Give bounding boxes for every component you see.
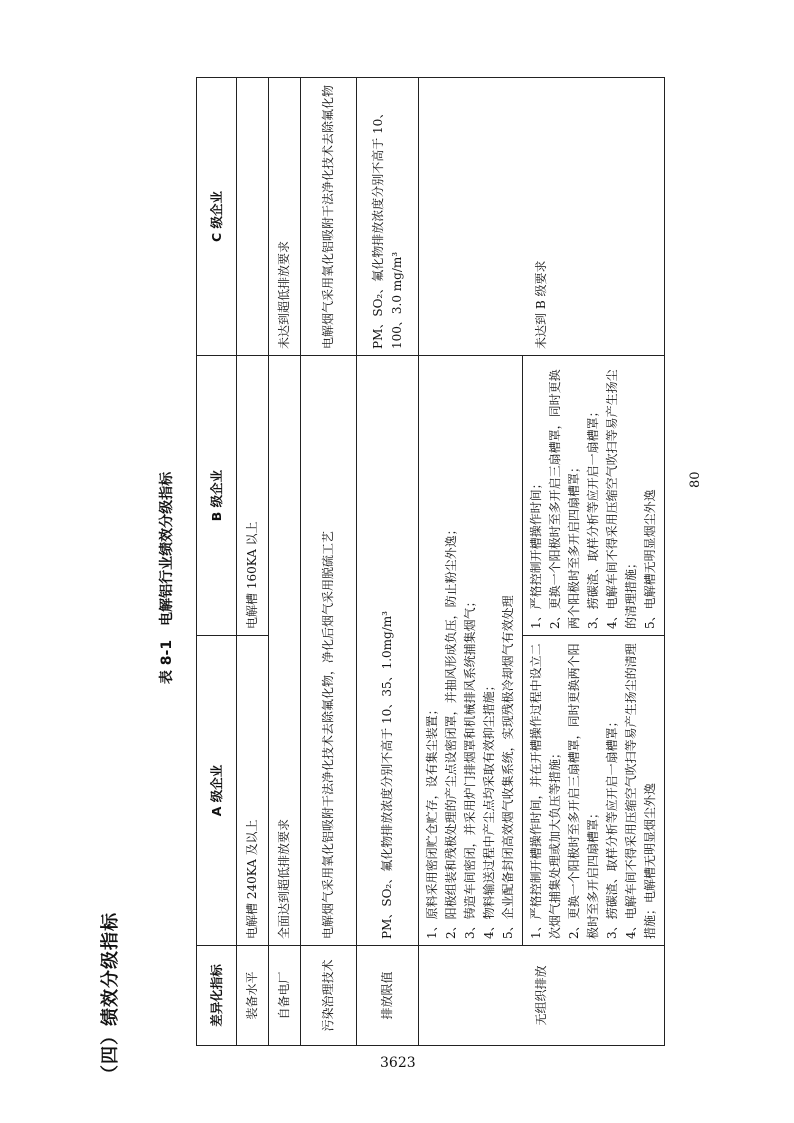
row-label-equipment: 装备水平 [237, 946, 269, 1046]
power-plant-ab: 全面达到超低排放要求 [269, 356, 301, 946]
table-header-row [197, 78, 237, 1046]
table-row-emission-limit [357, 78, 419, 1046]
fugitive-a-item: 2、更换一个阳极时至多开启三扇槽罩，同时更换两个阳极时至多开启四扇槽罩； [567, 643, 600, 939]
row-label-pollution-tech: 污染治理技术 [301, 946, 357, 1046]
rotated-page-content [96, 73, 716, 1083]
equipment-c [237, 78, 269, 356]
table-row-fugitive-general [419, 78, 523, 1046]
section-heading: （四）绩效分级指标 [100, 912, 121, 1083]
fugitive-a-item: 3、捞碳渣、取样分析等应开启一扇槽罩； [605, 715, 619, 939]
fugitive-ab-item: 3、铸造车间密闭，并采用炉门排烟罩和机械排风系统捕集烟气； [463, 595, 477, 939]
fugitive-ab-item: 2、阳极组装和残极处理的产尘点设密闭罩，并抽风形成负压，防止粉尘外逸； [444, 523, 458, 939]
fugitive-ab-item: 5、企业配备封闭高效烟气收集系统，实现残极冷却烟气有效处理 [501, 595, 515, 939]
emission-limit-c: PM、SO₂、氟化物排放浓度分别不高于 10、100、3.0 mg/m³ [357, 78, 419, 356]
fugitive-b-item: 3、捞碳渣、取样分析等应开启一扇槽罩； [586, 405, 600, 629]
rotated-page-number: 80 [688, 471, 703, 488]
fugitive-b-cell [523, 356, 665, 636]
row-label-power-plant: 自备电厂 [269, 946, 301, 1046]
header-indicator: 差异化指标 [197, 946, 237, 1046]
header-b: B 级企业 [197, 356, 237, 636]
fugitive-b-item: 1、严格控制开槽操作时间； [529, 477, 543, 629]
pollution-tech-c: 电解烟气采用氧化铝吸附干法净化技术去除氟化物 [301, 78, 357, 356]
fugitive-b-item: 5、电解槽无明显烟尘外逸 [643, 489, 657, 629]
fugitive-a-cell [523, 636, 665, 946]
equipment-a: 电解槽 240KA 及以上 [237, 636, 269, 946]
table-caption: 表 8-1 电解铝行业绩效分级指标 [159, 471, 175, 685]
fugitive-ab-item: 4、物料输送过程中产尘点均采取有效抑尘措施； [482, 679, 496, 939]
fugitive-b-item: 2、更换一个阳极时至多开启三扇槽罩，同时更换两个阳极时至多开启四扇槽罩； [548, 369, 581, 629]
page-number: 3623 [380, 1055, 416, 1071]
fugitive-ab-item: 1、原料采用密闭贮仓贮存，设有集尘装置； [425, 703, 439, 939]
row-label-emission-limit: 排放限值 [357, 946, 419, 1046]
fugitive-a-item: 1、严格控制开槽操作时间，并在开槽操作过程中设立二次烟气捕集处理或加大负压等措施； [529, 643, 562, 939]
fugitive-ab-cell [419, 356, 523, 946]
header-a: A 级企业 [197, 636, 237, 946]
row-label-fugitive: 无组织排放 [419, 946, 665, 1046]
fugitive-a-item: 4、电解车间不得采用压缩空气吹扫等易产生扬尘的清理措施；电解槽无明显烟尘外逸 [624, 643, 657, 939]
header-c: C 级企业 [197, 78, 237, 356]
equipment-b: 电解槽 160KA 以上 [237, 356, 269, 636]
power-plant-c: 未达到超低排放要求 [269, 78, 301, 356]
fugitive-b-item: 4、电解车间不得采用压缩空气吹扫等易产生扬尘的清理措施； [605, 369, 638, 629]
pollution-tech-ab: 电解烟气采用氧化铝吸附干法净化技术去除氟化物，净化后烟气采用脱硫工艺 [301, 356, 357, 946]
table-row-power-plant [269, 78, 301, 1046]
table-row-equipment [237, 78, 269, 1046]
fugitive-c: 未达到 B 级要求 [419, 78, 665, 356]
emission-limit-ab: PM、SO₂、氟化物排放浓度分别不高于 10、35、1.0mg/m³ [357, 356, 419, 946]
performance-grading-table [196, 77, 665, 1046]
table-row-pollution-tech [301, 78, 357, 1046]
